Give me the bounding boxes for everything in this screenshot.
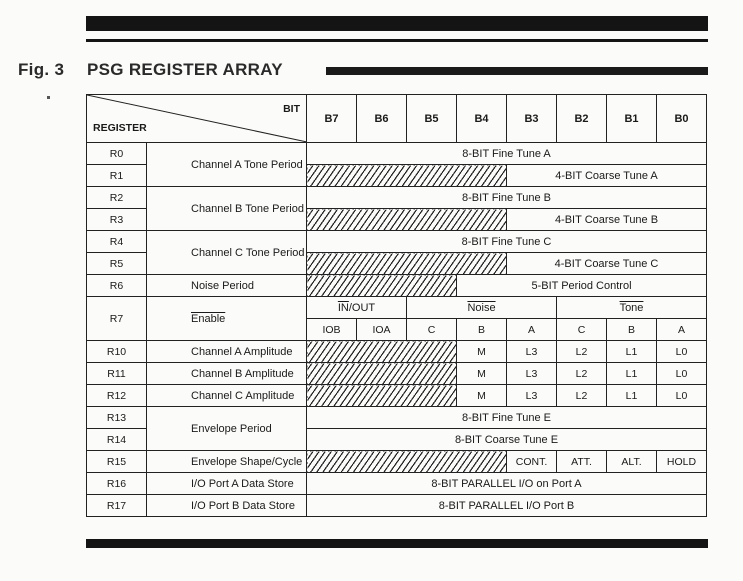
register-number: R16 (87, 473, 147, 495)
enable-bit: C (557, 319, 607, 341)
amplitude-bit: L2 (557, 341, 607, 363)
register-number: R10 (87, 341, 147, 363)
title-rule (326, 67, 708, 75)
register-bits: 8-BIT Coarse Tune E (307, 429, 707, 451)
register-name: Channel A Amplitude (147, 341, 307, 363)
register-number: R6 (87, 275, 147, 297)
register-row-r2 (87, 187, 707, 209)
register-number: R12 (87, 385, 147, 407)
envelope-bit: ALT. (607, 451, 657, 473)
bit-header-b1: B1 (607, 95, 657, 143)
amplitude-bit: L3 (507, 341, 557, 363)
enable-bit: A (507, 319, 557, 341)
register-row-r6 (87, 275, 707, 297)
bit-header-b7: B7 (307, 95, 357, 143)
register-name: I/O Port A Data Store (147, 473, 307, 495)
register-bits: 4-BIT Coarse Tune C (507, 253, 707, 275)
register-number: R11 (87, 363, 147, 385)
register-name: Envelope Period (147, 407, 307, 451)
amplitude-bit: L1 (607, 363, 657, 385)
amplitude-bit: L2 (557, 385, 607, 407)
header-row (87, 95, 707, 143)
register-number: R5 (87, 253, 147, 275)
register-name: Envelope Shape/Cycle (147, 451, 307, 473)
register-row-r4 (87, 231, 707, 253)
register-row-r17 (87, 495, 707, 517)
top-rule-thin (86, 39, 708, 42)
register-name: Channel C Tone Period (147, 231, 307, 275)
register-number: R7 (87, 297, 147, 341)
register-number: R0 (87, 143, 147, 165)
figure-title: PSG REGISTER ARRAY (87, 60, 283, 79)
register-number: R15 (87, 451, 147, 473)
envelope-bit: CONT. (507, 451, 557, 473)
register-row-r7 (87, 297, 707, 319)
register-bits: 8-BIT PARALLEL I/O Port B (307, 495, 707, 517)
enable-bit: A (657, 319, 707, 341)
register-bits: 4-BIT Coarse Tune B (507, 209, 707, 231)
unused-bits-hatch (307, 209, 507, 231)
register-name (147, 297, 307, 341)
inout-group (307, 297, 407, 319)
register-name: Channel B Tone Period (147, 187, 307, 231)
bit-header-b5: B5 (407, 95, 457, 143)
register-bits: 8-BIT Fine Tune C (307, 231, 707, 253)
bit-header-b0: B0 (657, 95, 707, 143)
register-number: R3 (87, 209, 147, 231)
unused-bits-hatch (307, 451, 507, 473)
register-bits: 8-BIT Fine Tune B (307, 187, 707, 209)
top-rule-thick (86, 16, 708, 31)
register-bits: 4-BIT Coarse Tune A (507, 165, 707, 187)
tone-label: Tone (619, 301, 644, 314)
register-bits: 8-BIT Fine Tune E (307, 407, 707, 429)
amplitude-bit: L1 (607, 341, 657, 363)
register-number: R13 (87, 407, 147, 429)
inout-in-label: $\overline{IN}$ (337, 301, 349, 314)
register-bits: 5-BIT Period Control (457, 275, 707, 297)
inout-out-label: /OUT (348, 301, 376, 314)
register-row-r15 (87, 451, 707, 473)
register-row-r12 (87, 385, 707, 407)
register-name: Channel C Amplitude (147, 385, 307, 407)
register-name: Channel A Tone Period (147, 143, 307, 187)
register-number: R17 (87, 495, 147, 517)
enable-bit: B (457, 319, 507, 341)
register-bits: 8-BIT Fine Tune A (307, 143, 707, 165)
unused-bits-hatch (307, 363, 457, 385)
register-number: R4 (87, 231, 147, 253)
register-row-r10 (87, 341, 707, 363)
header-corner (87, 95, 307, 143)
amplitude-bit: M (457, 385, 507, 407)
register-row-r11 (87, 363, 707, 385)
amplitude-bit: L0 (657, 341, 707, 363)
bit-axis-label: BIT (283, 103, 300, 115)
register-row-r16 (87, 473, 707, 495)
unused-bits-hatch (307, 253, 507, 275)
register-row-r13 (87, 407, 707, 429)
enable-bit: B (607, 319, 657, 341)
amplitude-bit: L2 (557, 363, 607, 385)
envelope-bit: ATT. (557, 451, 607, 473)
scan-speck (47, 96, 50, 99)
enable-bit: C (407, 319, 457, 341)
amplitude-bit: M (457, 341, 507, 363)
amplitude-bit: M (457, 363, 507, 385)
amplitude-bit: L0 (657, 385, 707, 407)
register-axis-label: REGISTER (93, 122, 147, 134)
figure-label: Fig. 3 (18, 60, 65, 79)
tone-group (557, 297, 707, 319)
amplitude-bit: L1 (607, 385, 657, 407)
unused-bits-hatch (307, 275, 457, 297)
bit-header-b2: B2 (557, 95, 607, 143)
corner-diagonal (87, 95, 307, 142)
enable-bit: IOB (307, 319, 357, 341)
register-name: Channel B Amplitude (147, 363, 307, 385)
noise-group (407, 297, 557, 319)
register-bits: 8-BIT PARALLEL I/O on Port A (307, 473, 707, 495)
amplitude-bit: L0 (657, 363, 707, 385)
unused-bits-hatch (307, 165, 507, 187)
enable-label: Enable (191, 312, 226, 325)
unused-bits-hatch (307, 385, 457, 407)
register-name: I/O Port B Data Store (147, 495, 307, 517)
bit-header-b4: B4 (457, 95, 507, 143)
noise-label: Noise (467, 301, 496, 314)
register-number: R2 (87, 187, 147, 209)
unused-bits-hatch (307, 341, 457, 363)
register-row-r0 (87, 143, 707, 165)
bit-header-b3: B3 (507, 95, 557, 143)
bit-header-b6: B6 (357, 95, 407, 143)
register-table (86, 94, 707, 517)
register-number: R1 (87, 165, 147, 187)
amplitude-bit: L3 (507, 363, 557, 385)
register-name: Noise Period (147, 275, 307, 297)
envelope-bit: HOLD (657, 451, 707, 473)
amplitude-bit: L3 (507, 385, 557, 407)
enable-bit: IOA (357, 319, 407, 341)
bottom-rule (86, 539, 708, 548)
register-number: R14 (87, 429, 147, 451)
